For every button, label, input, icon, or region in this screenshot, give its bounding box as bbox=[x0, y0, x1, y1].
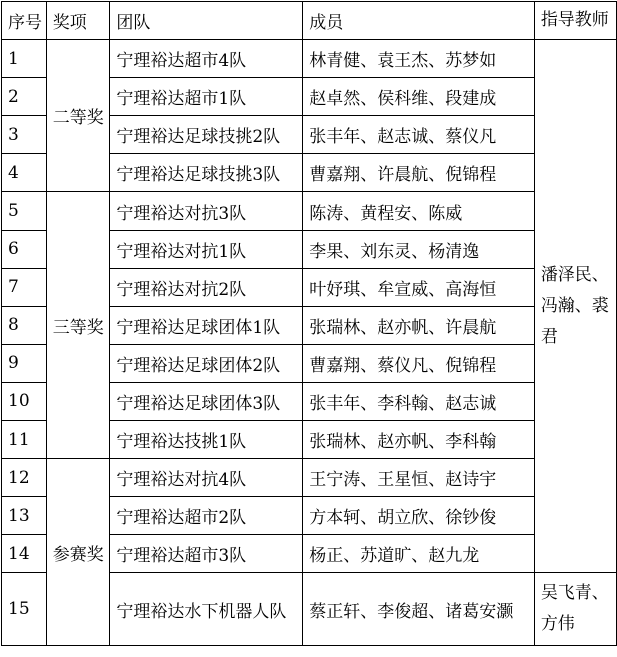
teacher-main: 潘泽民、冯瀚、裘君 bbox=[534, 40, 616, 573]
row-no: 7 bbox=[2, 268, 47, 306]
row-members: 陈涛、黄程安、陈威 bbox=[303, 192, 535, 230]
row-members: 方本轲、胡立欣、徐钞俊 bbox=[303, 497, 535, 535]
row-no: 10 bbox=[2, 382, 47, 420]
row-no: 11 bbox=[2, 421, 47, 459]
row-no: 8 bbox=[2, 306, 47, 344]
row-no: 9 bbox=[2, 344, 47, 382]
header-no: 序号 bbox=[2, 2, 47, 40]
row-team: 宁理裕达对抗1队 bbox=[110, 230, 303, 268]
table-row bbox=[2, 40, 617, 78]
row-no: 5 bbox=[2, 192, 47, 230]
row-no: 13 bbox=[2, 497, 47, 535]
row-members: 曹嘉翔、蔡仪凡、倪锦程 bbox=[303, 344, 535, 382]
row-team: 宁理裕达超市1队 bbox=[110, 78, 303, 116]
row-members: 张丰年、李科翰、赵志诚 bbox=[303, 382, 535, 420]
row-team: 宁理裕达超市2队 bbox=[110, 497, 303, 535]
row-team: 宁理裕达足球团体3队 bbox=[110, 382, 303, 420]
award-table bbox=[1, 1, 617, 646]
row-team: 宁理裕达足球技挑2队 bbox=[110, 116, 303, 154]
award-participation: 参赛奖 bbox=[46, 459, 110, 646]
row-members: 赵卓然、侯科维、段建成 bbox=[303, 78, 535, 116]
header-award: 奖项 bbox=[46, 2, 110, 40]
row-team: 宁理裕达超市3队 bbox=[110, 535, 303, 573]
row-team: 宁理裕达足球团体1队 bbox=[110, 306, 303, 344]
header-members: 成员 bbox=[303, 2, 535, 40]
row-members: 张瑞林、赵亦帆、许晨航 bbox=[303, 306, 535, 344]
row-team: 宁理裕达超市4队 bbox=[110, 40, 303, 78]
award-third: 三等奖 bbox=[46, 192, 110, 459]
row-no: 1 bbox=[2, 40, 47, 78]
row-team: 宁理裕达对抗3队 bbox=[110, 192, 303, 230]
row-no: 14 bbox=[2, 535, 47, 573]
row-members: 林青健、袁王杰、苏梦如 bbox=[303, 40, 535, 78]
header-team: 团队 bbox=[110, 2, 303, 40]
row-members: 李果、刘东灵、杨清逸 bbox=[303, 230, 535, 268]
row-team: 宁理裕达技挑1队 bbox=[110, 421, 303, 459]
row-members: 叶妤琪、牟宣威、高海恒 bbox=[303, 268, 535, 306]
row-members: 张丰年、赵志诚、蔡仪凡 bbox=[303, 116, 535, 154]
row-team: 宁理裕达足球团体2队 bbox=[110, 344, 303, 382]
row-no: 6 bbox=[2, 230, 47, 268]
row-team: 宁理裕达水下机器人队 bbox=[110, 573, 303, 646]
table-row bbox=[2, 192, 617, 230]
row-no: 15 bbox=[2, 573, 47, 646]
table-row bbox=[2, 459, 617, 497]
row-members: 王宁涛、王星恒、赵诗宇 bbox=[303, 459, 535, 497]
row-no: 12 bbox=[2, 459, 47, 497]
row-team: 宁理裕达对抗2队 bbox=[110, 268, 303, 306]
row-no: 3 bbox=[2, 116, 47, 154]
header-teacher: 指导教师 bbox=[534, 2, 616, 40]
teacher-last: 吴飞青、方伟 bbox=[534, 573, 616, 646]
header-row bbox=[2, 2, 617, 40]
row-no: 4 bbox=[2, 154, 47, 192]
row-team: 宁理裕达足球技挑3队 bbox=[110, 154, 303, 192]
row-members: 曹嘉翔、许晨航、倪锦程 bbox=[303, 154, 535, 192]
row-members: 蔡正轩、李俊超、诸葛安灏 bbox=[303, 573, 535, 646]
row-members: 杨正、苏道旷、赵九龙 bbox=[303, 535, 535, 573]
row-no: 2 bbox=[2, 78, 47, 116]
award-second: 二等奖 bbox=[46, 40, 110, 192]
row-team: 宁理裕达对抗4队 bbox=[110, 459, 303, 497]
row-members: 张瑞林、赵亦帆、李科翰 bbox=[303, 421, 535, 459]
